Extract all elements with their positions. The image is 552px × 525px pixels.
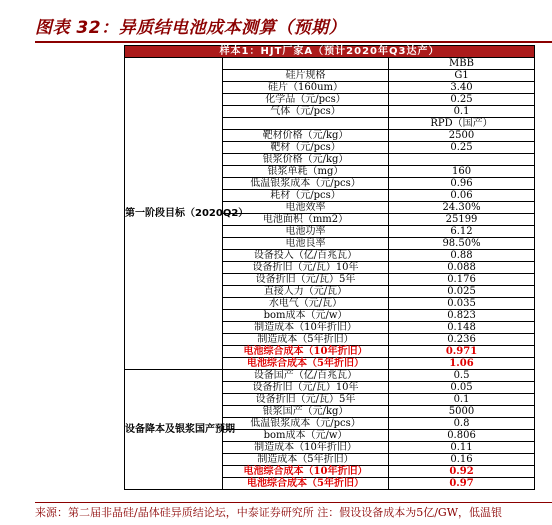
stage1-label: 第一阶段目标（2020Q2） — [125, 58, 223, 370]
row-item: 制造成本（5年折旧） — [223, 334, 389, 346]
row-value: G1 — [389, 70, 535, 82]
row-value: 0.11 — [389, 442, 535, 454]
row-value: 25199 — [389, 214, 535, 226]
cost-table — [124, 45, 535, 490]
table-header-row — [125, 46, 535, 58]
row-value: 0.1 — [389, 106, 535, 118]
row-item: 银浆价格（元/kg） — [223, 154, 389, 166]
row-value: 1.06 — [389, 358, 535, 370]
row-item — [223, 58, 389, 70]
row-value: 0.148 — [389, 322, 535, 334]
row-item: 设备折旧（元/瓦）5年 — [223, 394, 389, 406]
title-rule — [35, 41, 552, 43]
row-value: 0.806 — [389, 430, 535, 442]
row-value: 6.12 — [389, 226, 535, 238]
row-item: bom成本（元/w） — [223, 430, 389, 442]
figure-title: 图表 32：异质结电池成本测算（预期） — [35, 18, 347, 38]
row-item: 直接人力（元/瓦） — [223, 286, 389, 298]
row-value: 0.971 — [389, 346, 535, 358]
row-value: 24.30% — [389, 202, 535, 214]
row-value: 0.035 — [389, 298, 535, 310]
row-value: 0.06 — [389, 190, 535, 202]
row-value: 5000 — [389, 406, 535, 418]
row-value: MBB — [389, 58, 535, 70]
row-value: 160 — [389, 166, 535, 178]
row-value: 0.823 — [389, 310, 535, 322]
row-value: 0.1 — [389, 394, 535, 406]
row-item: 电池综合成本（10年折旧） — [223, 346, 389, 358]
row-item: 银浆单耗（mg） — [223, 166, 389, 178]
row-value: 0.92 — [389, 466, 535, 478]
row-value: 0.97 — [389, 478, 535, 490]
table-header: 样本1：HJT厂家A（预计2020年Q3达产） — [125, 46, 535, 58]
row-value: 0.25 — [389, 94, 535, 106]
row-item: 电池良率 — [223, 238, 389, 250]
row-item: 电池综合成本（10年折旧） — [223, 466, 389, 478]
row-item: 设备折旧（元/瓦）5年 — [223, 274, 389, 286]
row-item: 水电气（元/瓦） — [223, 298, 389, 310]
row-item: 气体（元/pcs） — [223, 106, 389, 118]
row-item: 电池效率 — [223, 202, 389, 214]
row-item: 低温银浆成本（元/pcs） — [223, 178, 389, 190]
row-item: 电池综合成本（5年折旧） — [223, 478, 389, 490]
row-item: 电池面积（mm2） — [223, 214, 389, 226]
row-value: 0.25 — [389, 142, 535, 154]
row-item: 制造成本（10年折旧） — [223, 322, 389, 334]
row-item: 制造成本（10年折旧） — [223, 442, 389, 454]
row-item: 设备折旧（元/瓦）10年 — [223, 262, 389, 274]
row-item: 化学品（元/pcs） — [223, 94, 389, 106]
row-value: 0.5 — [389, 370, 535, 382]
row-value: 0.88 — [389, 250, 535, 262]
row-value: 0.8 — [389, 418, 535, 430]
row-item: bom成本（元/w） — [223, 310, 389, 322]
row-value: 3.40 — [389, 82, 535, 94]
table-row — [125, 370, 535, 382]
row-value: 0.025 — [389, 286, 535, 298]
row-item: 硅片（160um） — [223, 82, 389, 94]
stage2-label: 设备降本及银浆国产预期 — [125, 370, 223, 490]
row-item: 制造成本（5年折旧） — [223, 454, 389, 466]
row-value: 2500 — [389, 130, 535, 142]
row-value: 0.96 — [389, 178, 535, 190]
row-item: 设备折旧（元/瓦）10年 — [223, 382, 389, 394]
table-row — [125, 58, 535, 70]
source-note: 来源：第二届非晶硅/晶体硅异质结论坛，中泰证券研究所 注：假设设备成本为5亿/GW，低温银 — [35, 506, 502, 519]
row-item: 设备国产（亿/百兆瓦） — [223, 370, 389, 382]
row-item: 硅片规格 — [223, 70, 389, 82]
row-item: 靶材价格（元/kg） — [223, 130, 389, 142]
row-value: 0.176 — [389, 274, 535, 286]
row-value: 0.088 — [389, 262, 535, 274]
source-rule — [35, 502, 552, 503]
row-item: 设备投入（亿/百兆瓦） — [223, 250, 389, 262]
row-value: 0.05 — [389, 382, 535, 394]
row-item: 银浆国产（元/kg） — [223, 406, 389, 418]
row-value: 98.50% — [389, 238, 535, 250]
row-item: 耗材（元/pcs） — [223, 190, 389, 202]
row-value: RPD（国产） — [389, 118, 535, 130]
row-item: 电池综合成本（5年折旧） — [223, 358, 389, 370]
row-item — [223, 118, 389, 130]
row-value: 0.16 — [389, 454, 535, 466]
row-item: 电池功率 — [223, 226, 389, 238]
row-value — [389, 154, 535, 166]
row-item: 靶材（元/pcs） — [223, 142, 389, 154]
row-value: 0.236 — [389, 334, 535, 346]
row-item: 低温银浆成本（元/pcs） — [223, 418, 389, 430]
